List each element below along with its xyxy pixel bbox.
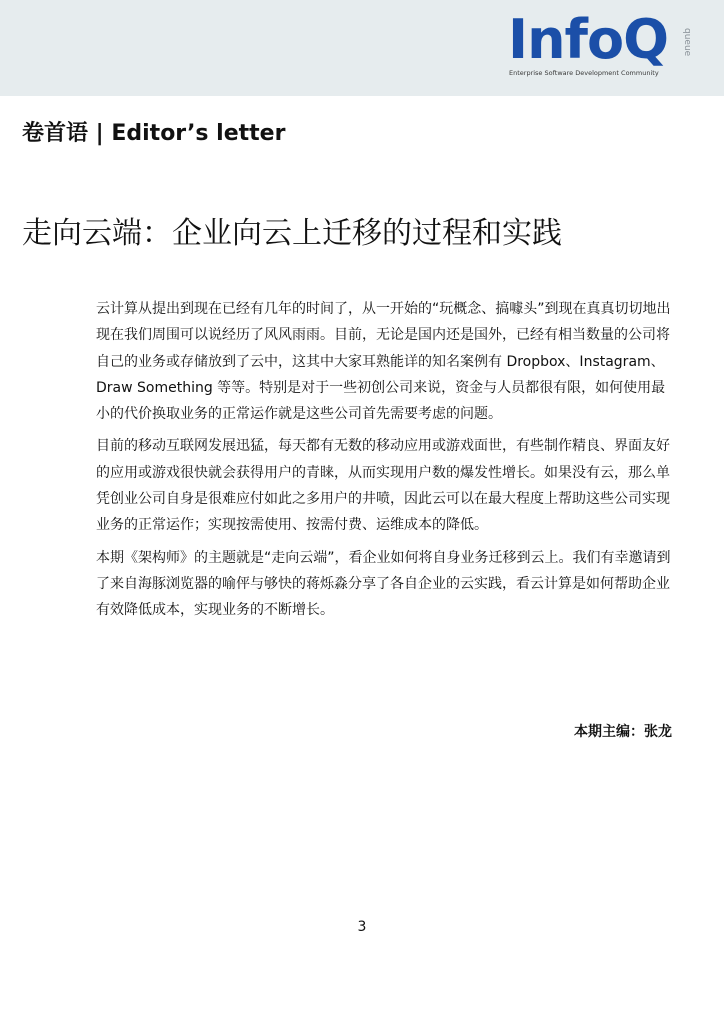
logo-side-text: queue	[682, 28, 692, 57]
article-body	[96, 296, 676, 630]
infoq-logo	[508, 8, 708, 82]
logo-wordmark: InfoQ	[508, 8, 669, 71]
article-title: 走向云端：企业向云上迁移的过程和实践	[22, 216, 562, 251]
page-number: 3	[357, 919, 367, 935]
editor-signature: 本期主编：张龙	[574, 724, 672, 740]
logo-tagline: Enterprise Software Development Community	[509, 69, 659, 77]
section-label: 卷首语 | Editor’s letter	[22, 121, 286, 146]
paragraph: 目前的移动互联网发展迅猛，每天都有无数的移动应用或游戏面世，有些制作精良、界面友好的应用或游戏很快就会获得用户的青睐，从而实现用户数的爆发性增长。如果没有云，那么单凭创业公司自身是很难应付如此之多用户的井喷，因此云可以在最大程度上帮助这些公司实现业务的正常运作；实现按需使用、按需付费、运维成本的降低。	[96, 438, 670, 534]
paragraph: 云计算从提出到现在已经有几年的时间了，从一开始的“玩概念、搞噱头”到现在真真切切地出现在我们周围可以说经历了风风雨雨。目前，无论是国内还是国外，已经有相当数量的公司将自己的业务或存储放到了云中，这其中大家耳熟能详的知名案例有 Dropbox、Instagram、Draw Something 等等。特别是对于一些初创公司来说，资金与人员都很有限，如何使用最小的代价换取业务的正常运作就是这些公司首先需要考虑的问题。	[96, 301, 671, 423]
paragraph: 本期《架构师》的主题就是“走向云端”，看企业如何将自身业务迁移到云上。我们有幸邀请到了来自海豚浏览器的喻伻与够快的蒋烁淼分享了各自企业的云实践，看云计算是如何帮助企业有效降低成本，实现业务的不断增长。	[96, 549, 671, 619]
